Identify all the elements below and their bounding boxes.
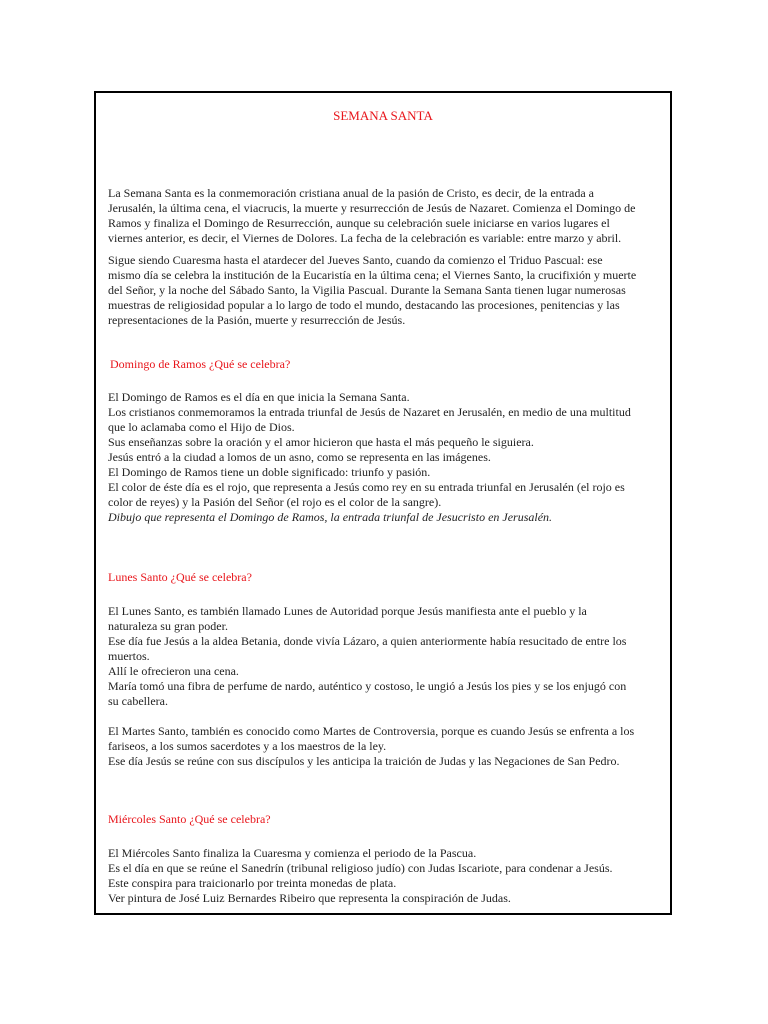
- section-heading-domingo: Domingo de Ramos ¿Qué se celebra?: [110, 357, 291, 371]
- section-heading-miercoles: Miércoles Santo ¿Qué se celebra?: [108, 812, 271, 826]
- text-line: Los cristianos conmemoramos la entrada triunfal de Jesús de Nazaret en Jerusalén, en medio de una multitud: [108, 405, 631, 419]
- document-title: SEMANA SANTA: [333, 108, 433, 123]
- text-line: su cabellera.: [108, 694, 168, 708]
- text-line: del Señor, y la noche del Sábado Santo, la Vigilia Pascual. Durante la Semana Santa tienen lugar numerosas: [108, 283, 626, 297]
- text-line: viernes anterior, es decir, el Viernes de Dolores. La fecha de la celebración es variable: entre marzo y abril.: [108, 231, 622, 245]
- text-line: La Semana Santa es la conmemoración cristiana anual de la pasión de Cristo, es decir, de la entrada a: [108, 186, 594, 200]
- text-line: mismo día se celebra la institución de la Eucaristía en la última cena; el Viernes Santo, la crucifixión y muerte: [108, 268, 637, 282]
- image-caption: Dibujo que representa el Domingo de Ramos, la entrada triunfal de Jesucristo en Jerusalén.: [108, 510, 553, 524]
- text-line: muestras de religiosidad popular a lo largo de todo el mundo, destacando las procesiones, penitencias y las: [108, 298, 620, 312]
- intro-paragraph-2: [108, 253, 640, 328]
- lunes-body: [108, 604, 640, 709]
- text-line: Este conspira para traicionarlo por treinta monedas de plata.: [108, 876, 397, 890]
- text-line: El Martes Santo, también es conocido como Martes de Controversia, porque es cuando Jesús se enfrenta a los: [108, 724, 635, 738]
- text-line: color de reyes) y la Pasión del Señor (el rojo es el color de la sangre).: [108, 495, 442, 509]
- domingo-body: [108, 390, 640, 525]
- text-line: Jerusalén, la última cena, el viacrucis, la muerte y resurrección de Jesús de Nazaret. Comienza el Domingo de: [108, 201, 636, 215]
- text-line: El Domingo de Ramos tiene un doble significado: triunfo y pasión.: [108, 465, 431, 479]
- text-line: El Lunes Santo, es también llamado Lunes de Autoridad porque Jesús manifiesta ante el pueblo y la: [108, 604, 587, 618]
- document-frame: [94, 91, 672, 915]
- text-line: Ese día fue Jesús a la aldea Betania, donde vivía Lázaro, a quien anteriormente había resucitado de entre los: [108, 634, 627, 648]
- text-line: Ese día Jesús se reúne con sus discípulos y les anticipa la traición de Judas y las Negaciones de San Pedro.: [108, 754, 620, 768]
- text-line: que lo aclamaba como el Hijo de Dios.: [108, 420, 295, 434]
- text-line: Ramos y finaliza el Domingo de Resurrección, aunque su celebración suele iniciarse en varios lugares el: [108, 216, 610, 230]
- text-line: fariseos, a los sumos sacerdotes y a los maestros de la ley.: [108, 739, 387, 753]
- martes-body: [108, 724, 640, 769]
- text-line: muertos.: [108, 649, 150, 663]
- text-line: El Miércoles Santo finaliza la Cuaresma y comienza el periodo de la Pascua.: [108, 846, 477, 860]
- text-line: Ver pintura de José Luiz Bernardes Ribeiro que representa la conspiración de Judas.: [108, 891, 511, 905]
- text-line: Allí le ofrecieron una cena.: [108, 664, 239, 678]
- text-line: Jesús entró a la ciudad a lomos de un asno, como se representa en las imágenes.: [108, 450, 491, 464]
- text-line: representaciones de la Pasión, muerte y resurrección de Jesús.: [108, 313, 406, 327]
- intro-paragraph-1: [108, 186, 640, 246]
- section-heading-lunes: Lunes Santo ¿Qué se celebra?: [108, 570, 252, 584]
- text-line: naturaleza su gran poder.: [108, 619, 228, 633]
- text-line: El color de éste día es el rojo, que representa a Jesús como rey en su entrada triunfal en Jerusalén (el rojo es: [108, 480, 625, 494]
- text-line: Sus enseñanzas sobre la oración y el amor hicieron que hasta el más pequeño le siguiera.: [108, 435, 534, 449]
- miercoles-body: [108, 846, 640, 906]
- text-line: María tomó una fibra de perfume de nardo, auténtico y costoso, le ungió a Jesús los pies y se los enjugó con: [108, 679, 627, 693]
- text-line: El Domingo de Ramos es el día en que inicia la Semana Santa.: [108, 390, 410, 404]
- text-line: Es el día en que se reúne el Sanedrín (tribunal religioso judío) con Judas Iscariote, para condenar a Jesús.: [108, 861, 613, 875]
- text-line: Sigue siendo Cuaresma hasta el atardecer del Jueves Santo, cuando da comienzo el Triduo Pascual: ese: [108, 253, 603, 267]
